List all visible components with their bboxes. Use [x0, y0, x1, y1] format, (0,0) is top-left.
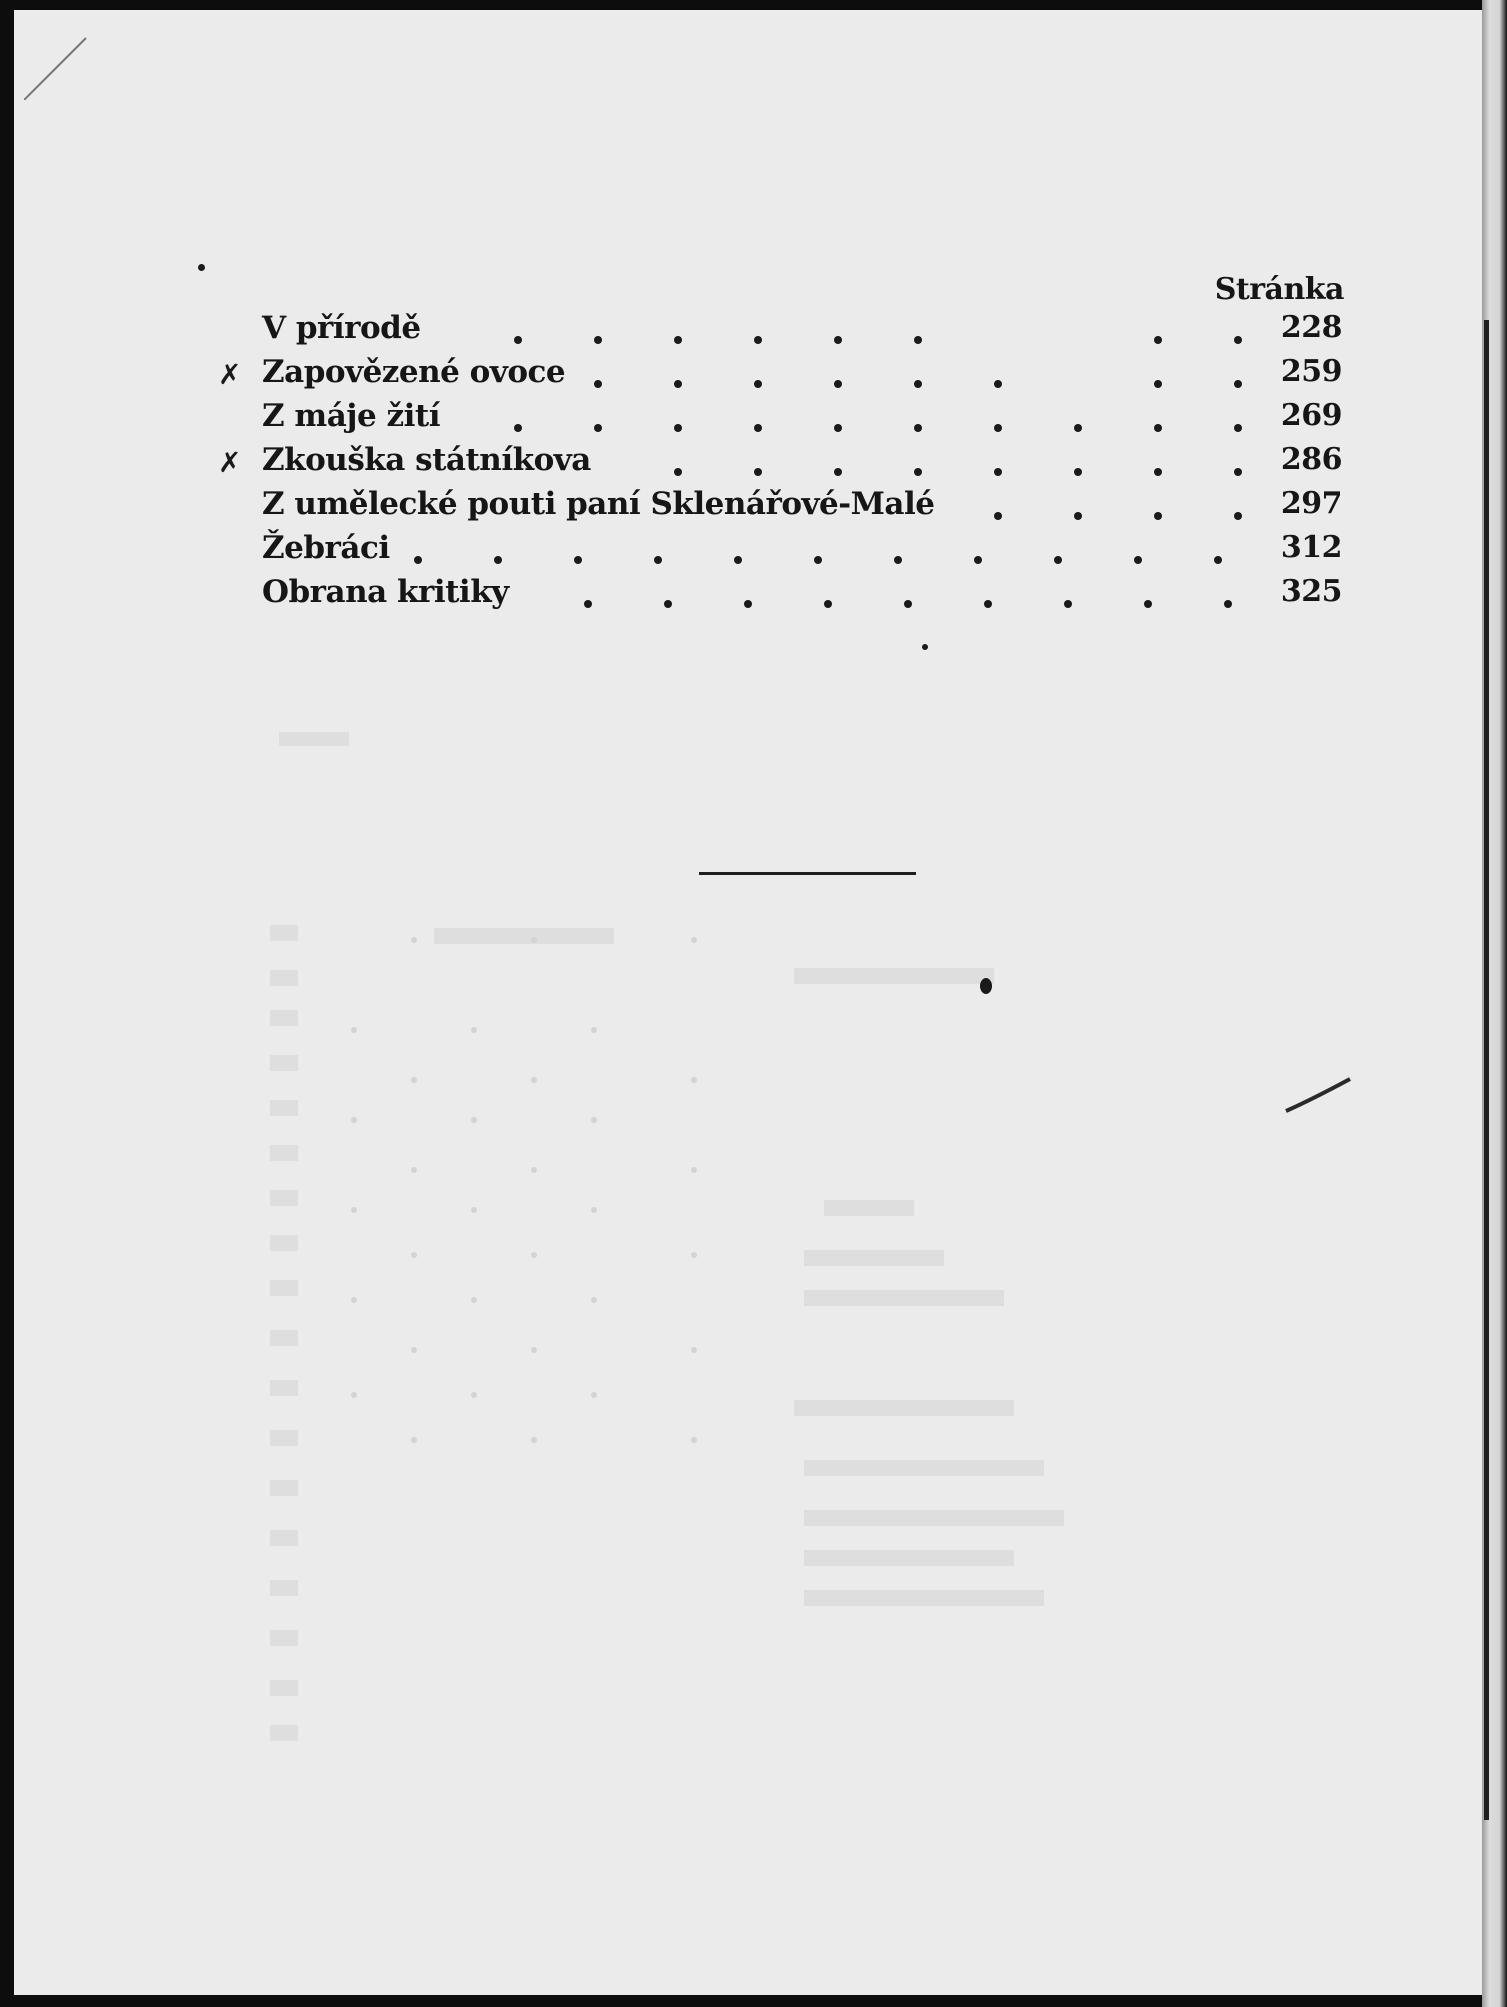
- toc-entry: [218, 442, 1342, 486]
- entry-page-number: 325: [1280, 574, 1342, 609]
- ink-speck: [922, 644, 928, 650]
- toc-entry: [262, 574, 1342, 618]
- entry-page-number: 297: [1280, 486, 1342, 521]
- entry-page-number: 269: [1280, 398, 1342, 433]
- entry-page-number: 286: [1280, 442, 1342, 477]
- ink-speck: [980, 978, 992, 994]
- entry-title: Obrana kritiky: [262, 574, 509, 610]
- entry-title: V přírodě: [262, 310, 421, 346]
- margin-mark: ✗: [218, 446, 242, 479]
- toc-entry: [262, 310, 1342, 354]
- toc-entry: [262, 486, 1342, 530]
- toc-entry: [218, 354, 1342, 398]
- page-column-header: Stránka: [1214, 272, 1344, 307]
- entry-title: Zapovězené ovoce: [262, 354, 566, 390]
- entry-title: Zkouška státníkova: [262, 442, 591, 478]
- entry-title: Z máje žití: [262, 398, 441, 434]
- toc-entry: [262, 530, 1342, 574]
- table-of-contents: [218, 272, 1362, 610]
- section-divider: [699, 872, 916, 875]
- page-edge: [1482, 0, 1507, 2007]
- torn-corner: [24, 30, 94, 100]
- bleed-through-text: [264, 730, 1364, 1780]
- toc-entry: [262, 398, 1342, 442]
- entry-title: Z umělecké pouti paní Sklenářové-Malé: [262, 486, 935, 522]
- ink-speck: [198, 264, 205, 271]
- ink-stroke: [1284, 1075, 1354, 1115]
- entry-page-number: 228: [1280, 310, 1342, 345]
- toc-header-row: [262, 272, 1362, 312]
- margin-mark: ✗: [218, 358, 242, 391]
- entry-title: Žebráci: [262, 530, 390, 566]
- entry-page-number: 312: [1280, 530, 1342, 565]
- entry-page-number: 259: [1280, 354, 1342, 389]
- document-page: [14, 10, 1482, 1995]
